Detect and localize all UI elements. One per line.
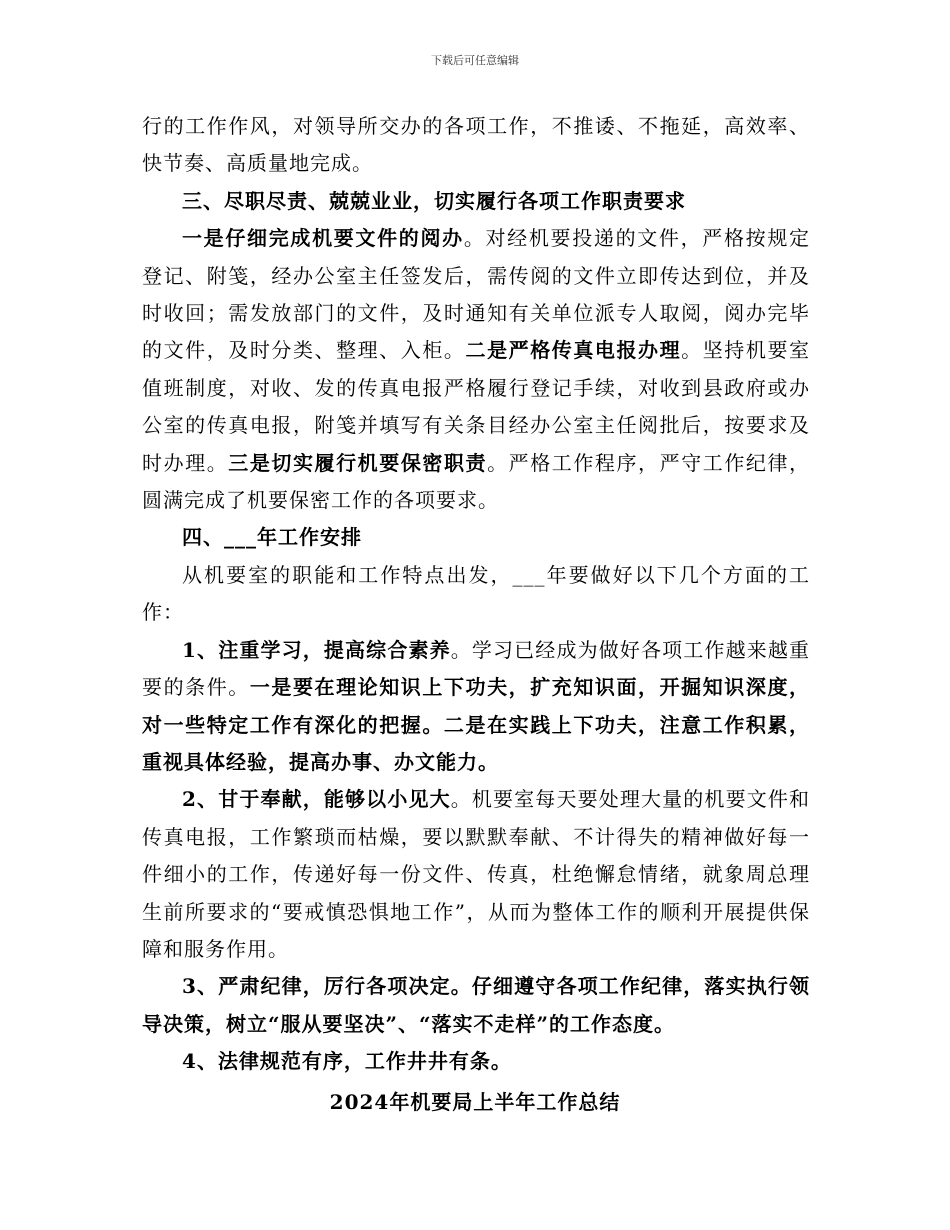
text-run: 。坚持机要室值班制度，对收、发的传真电报严格履行登记手续，对收到县政府或办公室的传真电报，附笺并填写有关条目经办公室主任阅批后，按要求及时办理。 [142, 338, 811, 475]
document-body [142, 108, 810, 1081]
document-title: 2024年机要局上半年工作总结 [329, 1090, 621, 1114]
bold-run: 3、严肃纪律，厉行各项决定。仔细遵守各项工作纪律，落实执行领导决策，树立“服从要坚决”、“落实不走样”的工作态度。 [142, 974, 810, 1036]
text-run: 从机要室的职能和工作特点出发，___年要做好以下几个方面的工作： [142, 562, 810, 625]
section-heading-3 [142, 183, 810, 220]
bold-run: 1、注重学习，提高综合素养 [182, 637, 451, 662]
bold-run: 2、甘于奉献，能够以小见大 [182, 787, 451, 812]
paragraph-8 [142, 968, 810, 1043]
paragraph-7 [142, 781, 810, 968]
paragraph-3 [142, 220, 810, 519]
bold-run: 4、法律规范有序，工作井井有条。 [182, 1049, 512, 1074]
paragraph-6 [142, 632, 810, 782]
text-run: 。严格工作程序，严守工作纪律，圆满完成了机要保密工作的各项要求。 [142, 450, 811, 513]
bold-run: 一是仔细完成机要文件的阅办 [182, 226, 464, 251]
text-run: 行的工作作风，对领导所交办的各项工作，不推诿、不拖延，高效率、快节奏、高质量地完成。 [142, 114, 810, 176]
text-run: 。机要室每天要处理大量的机要文件和传真电报，工作繁琐而枯燥，要以默默奉献、不计得失的精神做好每一件细小的工作，传递好每一份文件、传真，杜绝懈怠情绪，就象周总理生前所要求的“要戒慎恐惧地工作”，从而为整体工作的顺利开展提供保障和服务作用。 [142, 787, 810, 961]
paragraph-5 [142, 557, 810, 632]
heading-text: 四、___年工作安排 [182, 525, 362, 550]
bold-run: 二是严格传真电报办理 [465, 338, 682, 363]
paragraph-1 [142, 108, 810, 183]
section-heading-4 [142, 519, 810, 556]
bold-run: 一是要在理论知识上下功夫，扩充知识面，开掘知识深度，对一些特定工作有深化的把握。二是在实践上下功夫，注意工作积累，重视具体经验，提高办事、办文能力。 [142, 675, 811, 774]
text-run: 。学习已经成为做好各项工作越来越重要的条件。 [142, 637, 810, 700]
page-header: 下载后可任意编辑 [431, 54, 519, 67]
paragraph-9 [142, 1043, 810, 1080]
bold-run: 三是切实履行机要保密职责 [228, 450, 488, 475]
heading-text: 三、尽职尽责、兢兢业业，切实履行各项工作职责要求 [182, 188, 686, 213]
text-run: 。对经机要投递的文件，严格按规定登记、附笺，经办公室主任签发后，需传阅的文件立即传达到位，并及时收回；需发放部门的文件，及时通知有关单位派专人取阅，阅办完毕的文件，及时分类、整理、入柜。 [142, 226, 811, 363]
